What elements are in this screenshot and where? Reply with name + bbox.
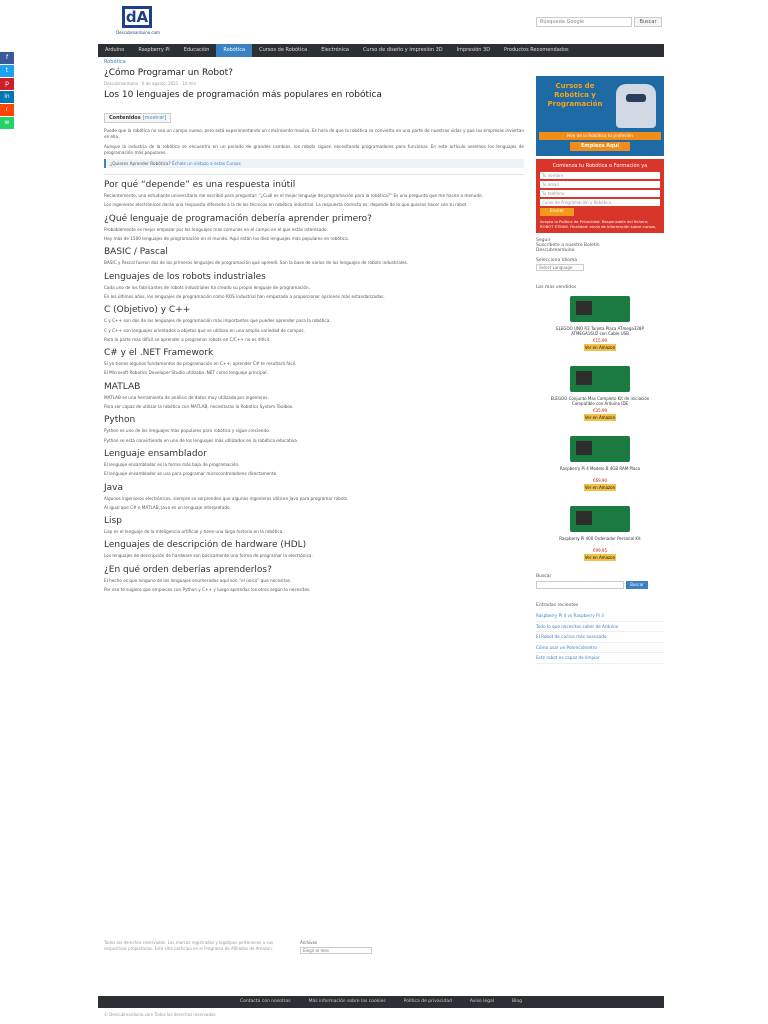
article-sections	[104, 180, 524, 593]
section-heading: Python	[104, 415, 136, 426]
recent-post-link[interactable]: Raspberry Pi 4 vs Raspberry Pi 3	[536, 611, 664, 622]
table-of-contents[interactable]	[104, 113, 171, 123]
section-heading: ¿Qué lenguaje de programación debería aprender primero?	[104, 213, 372, 224]
product-name[interactable]: Raspberry Pi 4 Modelo B 4GB RAM Placa	[559, 466, 641, 471]
section-heading: C# y el .NET Framework	[104, 348, 214, 359]
recent-post-link[interactable]: Este robot es capaz de limpiar	[536, 653, 664, 664]
pinterest-icon[interactable]: p	[0, 78, 14, 90]
recent-post-link[interactable]: El Robot de cocina más avanzado	[536, 632, 664, 643]
sidebar-search-button[interactable]: Buscar	[626, 581, 648, 589]
affiliate-note: Todos los derechos reservados. Las marcas registradas y logotipos pertenecen a sus respectivos propietarios. Este sitio participa en el Programa de Afiliados de Amazon.	[104, 940, 274, 951]
blog-follow-link[interactable]: Descubrearduino	[536, 248, 575, 253]
phone-field[interactable]: Tu teléfono	[540, 190, 660, 197]
footer-link-cookies[interactable]: Más información sobre las cookies	[308, 999, 386, 1004]
article-meta: Descubrearduino · 6 de agosto, 2021 · 14 min	[104, 81, 196, 86]
nav-item-curso-3d[interactable]: Curso de diseño y impresión 3D	[362, 47, 443, 53]
sidebar-search-input[interactable]	[536, 581, 624, 589]
shop-heading: Los más vendidos	[536, 285, 577, 290]
copyright: © Descubrearduino.com Todos los derechos reservados	[104, 1012, 216, 1017]
product-name[interactable]: ELEGOO Conjunto Mas Completo Kit de iniciación Compatible con Arduino IDE	[550, 396, 650, 406]
reddit-icon[interactable]: r	[0, 104, 14, 116]
sidebar-search	[536, 581, 664, 589]
article-subtitle: Los 10 lenguajes de programación más populares en robótica	[104, 90, 382, 100]
section-paragraph: Los ingenieros electrónicos darán una respuesta diferente a la de los técnicos en robótica industrial. La respuesta correcta es: depende de lo que quieras hacer con tu robot.	[104, 202, 468, 208]
email-field[interactable]: Tu email	[540, 181, 660, 188]
newsletter-link[interactable]: Suscríbete a nuestro Boletín	[536, 243, 600, 248]
callout-link[interactable]: Échale un vistazo a estos Cursos	[172, 161, 241, 167]
product-image[interactable]	[570, 506, 630, 532]
toc-toggle[interactable]: [mostrar]	[142, 115, 167, 121]
product-card[interactable]	[536, 294, 664, 358]
section-paragraph: Python es uno de los lenguajes más populares para robótica y sigue creciendo.	[104, 428, 270, 434]
section-paragraph: En los últimos años, los lenguajes de programación como ROS Industrial han empezado a proporcionar opciones más estandarizadas.	[104, 293, 385, 299]
section-heading: BASIC / Pascal	[104, 247, 168, 258]
linkedin-icon[interactable]: in	[0, 91, 14, 103]
callout-text: ¿Quieres Aprender Robótica?	[110, 161, 171, 167]
section-paragraph: Probablemente es mejor empezar por los lenguajes más comunes en el campo en el que estás interesado.	[104, 226, 328, 232]
intro-paragraph: Puede que la robótica no sea un campo nuevo, pero está experimentando un crecimiento masivo. Es hora de que la robótica se convierta en una parte de nuestras vidas y que las empresas inviertan en ella.	[104, 128, 524, 140]
divider	[104, 174, 524, 175]
banner-title: Cursos de Robótica y Programación	[547, 82, 603, 108]
section-paragraph: Para ser capaz de utilizar la robótica con MATLAB, necesitarás la Robotics System Toolbox.	[104, 404, 294, 410]
logo-text: Descubrearduino.com	[116, 30, 160, 35]
nav-item-electronica[interactable]: Electrónica	[321, 47, 349, 53]
footer-link-blog[interactable]: Blog	[512, 999, 522, 1004]
recent-post-link[interactable]: Todo lo que necesitas saber de Arduino	[536, 622, 664, 633]
buy-button[interactable]: Ver en Amazon	[584, 415, 616, 420]
nav-item-cursos-robotica[interactable]: Cursos de Robótica	[259, 47, 308, 53]
section-paragraph: Algunos ingenieros electrónicos, siempre se sorprenden que algunos ingenieros utilicen Java para programar robots.	[104, 495, 349, 501]
section-heading: MATLAB	[104, 381, 141, 392]
nav-item-arduino[interactable]: Arduino	[105, 47, 125, 53]
section-paragraph: Python se está convirtiendo en uno de los lenguajes más utilizados en la robótica educativa.	[104, 437, 299, 443]
section-paragraph: El hecho es que ninguno de los lenguajes enumerados aquí son “el único” que necesitas.	[104, 577, 292, 583]
section-heading: Por qué “depende” es una respuesta inútil	[104, 180, 296, 191]
section-paragraph: Al igual que C# o MATLAB, Java es un lenguaje interpretado.	[104, 504, 231, 510]
site-header	[0, 0, 768, 44]
product-price: €99,95	[593, 548, 607, 553]
archive-select[interactable]: Elegir el mes	[300, 947, 372, 954]
archive-label: Archivos	[300, 940, 318, 945]
buy-button[interactable]: Ver en Amazon	[584, 485, 616, 490]
social-share-bar	[0, 52, 14, 130]
footer-nav	[98, 996, 664, 1008]
section-paragraph: El lenguaje ensamblador es la forma más baja de programación.	[104, 461, 240, 467]
product-price: €35,99	[593, 408, 607, 413]
header-search-button[interactable]: Buscar	[634, 17, 662, 27]
header-search-input[interactable]: Búsqueda Google	[536, 17, 632, 27]
nav-item-productos[interactable]: Productos Recomendados	[504, 47, 569, 53]
product-image[interactable]	[570, 366, 630, 392]
article-title: ¿Cómo Programar un Robot?	[104, 68, 233, 78]
recent-posts-heading: Entradas recientes	[536, 603, 579, 608]
section-paragraph: Por eso te sugiero que empieces con Python y C++ y luego aprendas los otros según lo necesites.	[104, 587, 311, 593]
buy-button[interactable]: Ver en Amazon	[584, 345, 616, 350]
archive-widget	[300, 940, 380, 954]
product-price: €69,90	[593, 478, 607, 483]
section-heading: C (Objetivo) y C++	[104, 305, 191, 316]
follow-heading: Seguir	[536, 238, 551, 243]
article	[104, 68, 524, 596]
section-paragraph: C y C++ son dos de los lenguajes de programación más importantes que puedes aprender para la robótica.	[104, 318, 331, 324]
footer-link-privacy[interactable]: Política de privacidad	[403, 999, 452, 1004]
section-heading: Lenguajes de los robots industriales	[104, 271, 266, 282]
whatsapp-icon[interactable]: w	[0, 117, 14, 129]
section-paragraph: Para la parte más difícil se aprender a programar robots en C/C++ no es difícil.	[104, 336, 271, 342]
section-paragraph: Recientemente, una estudiante universitaria me escribió para preguntar: “¿Cuál es el mejor lenguaje de programación para la robótica?” Es una pregunta que me hacen a menudo.	[104, 193, 483, 199]
facebook-icon[interactable]: f	[0, 52, 14, 64]
section-paragraph: Cada uno de los fabricantes de robots industriales ha creado su propio lenguaje de programación.	[104, 284, 310, 290]
main-nav	[98, 44, 664, 57]
intro-paragraph: Aunque la industria de la robótica se encuentra en un periodo de grandes cambios, los robots siguen necesitando programadores para funcionar. En este artículo veremos los lenguajes de programación más populares.	[104, 143, 524, 155]
courses-banner[interactable]	[536, 76, 664, 156]
buy-button[interactable]: Ver en Amazon	[584, 555, 616, 560]
banner-tagline: Hoy de la Robótica tu profesión	[539, 132, 661, 140]
section-heading: Java	[104, 482, 124, 493]
section-paragraph: C y C++ son lenguajes orientados a objetos que se utilizan en una amplia variedad de campos.	[104, 327, 305, 333]
twitter-icon[interactable]: t	[0, 65, 14, 77]
product-name[interactable]: ELEGOO UNO R3 Tarjeta Placa ATmega328P ATMEGA16U2 con Cable USB	[556, 326, 644, 336]
section-paragraph: Hay más de 1500 lenguajes de programación en el mundo. Aquí están los diez lenguajes más populares en robótica.	[104, 236, 349, 242]
footer-link-legal[interactable]: Aviso legal	[469, 999, 494, 1004]
signup-form	[536, 159, 664, 233]
section-heading: Lenguaje ensamblador	[104, 448, 207, 459]
toc-label: Contenidos	[109, 115, 141, 121]
site-logo[interactable]	[112, 6, 164, 36]
section-paragraph: Si ya tienes algunos fundamentos de programación en C++, aprender C# te resultará fácil.	[104, 361, 297, 367]
courses-callout	[104, 159, 524, 168]
section-paragraph: BASIC y Pascal fueron dos de los primeros lenguajes de programación que aprendí. Son la base de varios de los lenguajes de robots industriales.	[104, 260, 409, 266]
breadcrumb[interactable]: Robótica	[104, 59, 126, 65]
section-paragraph: MATLAB es una herramienta de análisis de datos muy utilizada por ingenieros.	[104, 394, 269, 400]
language-select[interactable]: Select Language	[536, 264, 584, 271]
signup-submit-button[interactable]: Enviar	[540, 208, 574, 216]
product-image[interactable]	[570, 436, 630, 462]
sidebar	[536, 76, 664, 664]
section-paragraph: Los lenguajes de descripción de hardware son básicamente una forma de programar la electrónica.	[104, 553, 313, 559]
section-heading: Lisp	[104, 516, 122, 527]
privacy-checkbox-label[interactable]: Acepto la Política de Privacidad. Responsable del fichero: ROBOT STEAM. Finalidad: envío de información sobre cursos.	[540, 219, 657, 229]
product-image[interactable]	[570, 296, 630, 322]
language-label: Selecciona Idioma	[536, 258, 577, 263]
banner-cta-button[interactable]: Empieza Aquí	[570, 142, 630, 151]
product-price: €15,99	[593, 338, 607, 343]
nav-item-raspberry-pi[interactable]: Raspberry Pi	[138, 47, 170, 53]
product-name[interactable]: Raspberry Pi 400 Ordenador Personal Kit	[559, 536, 641, 541]
sidebar-search-label: Buscar	[536, 574, 552, 579]
nav-item-educacion[interactable]: Educación	[183, 47, 210, 53]
nav-item-robotica[interactable]: Robótica	[216, 44, 252, 57]
nav-item-impresion-3d[interactable]: Impresión 3D	[456, 47, 491, 53]
footer-link-contact[interactable]: Contacta con nosotros	[240, 999, 291, 1004]
recent-post-link[interactable]: Cómo usar un Potenciómetro	[536, 643, 664, 654]
robot-illustration	[616, 84, 656, 128]
course-select[interactable]: Curso de Programación y Robótica	[540, 199, 660, 206]
logo-mark: dA	[122, 6, 152, 28]
product-card[interactable]	[536, 364, 664, 428]
section-paragraph: El Microsoft Robotics Developer Studio utilizaba .NET como lenguaje principal.	[104, 370, 268, 376]
section-heading: Lenguajes de descripción de hardware (HDL)	[104, 540, 307, 551]
product-card[interactable]	[536, 504, 664, 568]
product-card[interactable]	[536, 434, 664, 498]
name-field[interactable]: Tu nombre	[540, 172, 660, 179]
section-heading: ¿En qué orden deberías aprenderlos?	[104, 564, 272, 575]
section-paragraph: Lisp es el lenguaje de la inteligencia artificial y tiene una larga historia en la robótica.	[104, 529, 284, 535]
signup-title: Comienza tu Robótica o Formación ya	[552, 163, 648, 169]
section-paragraph: El lenguaje ensamblador se usa para programar microcontroladores directamente.	[104, 471, 278, 477]
